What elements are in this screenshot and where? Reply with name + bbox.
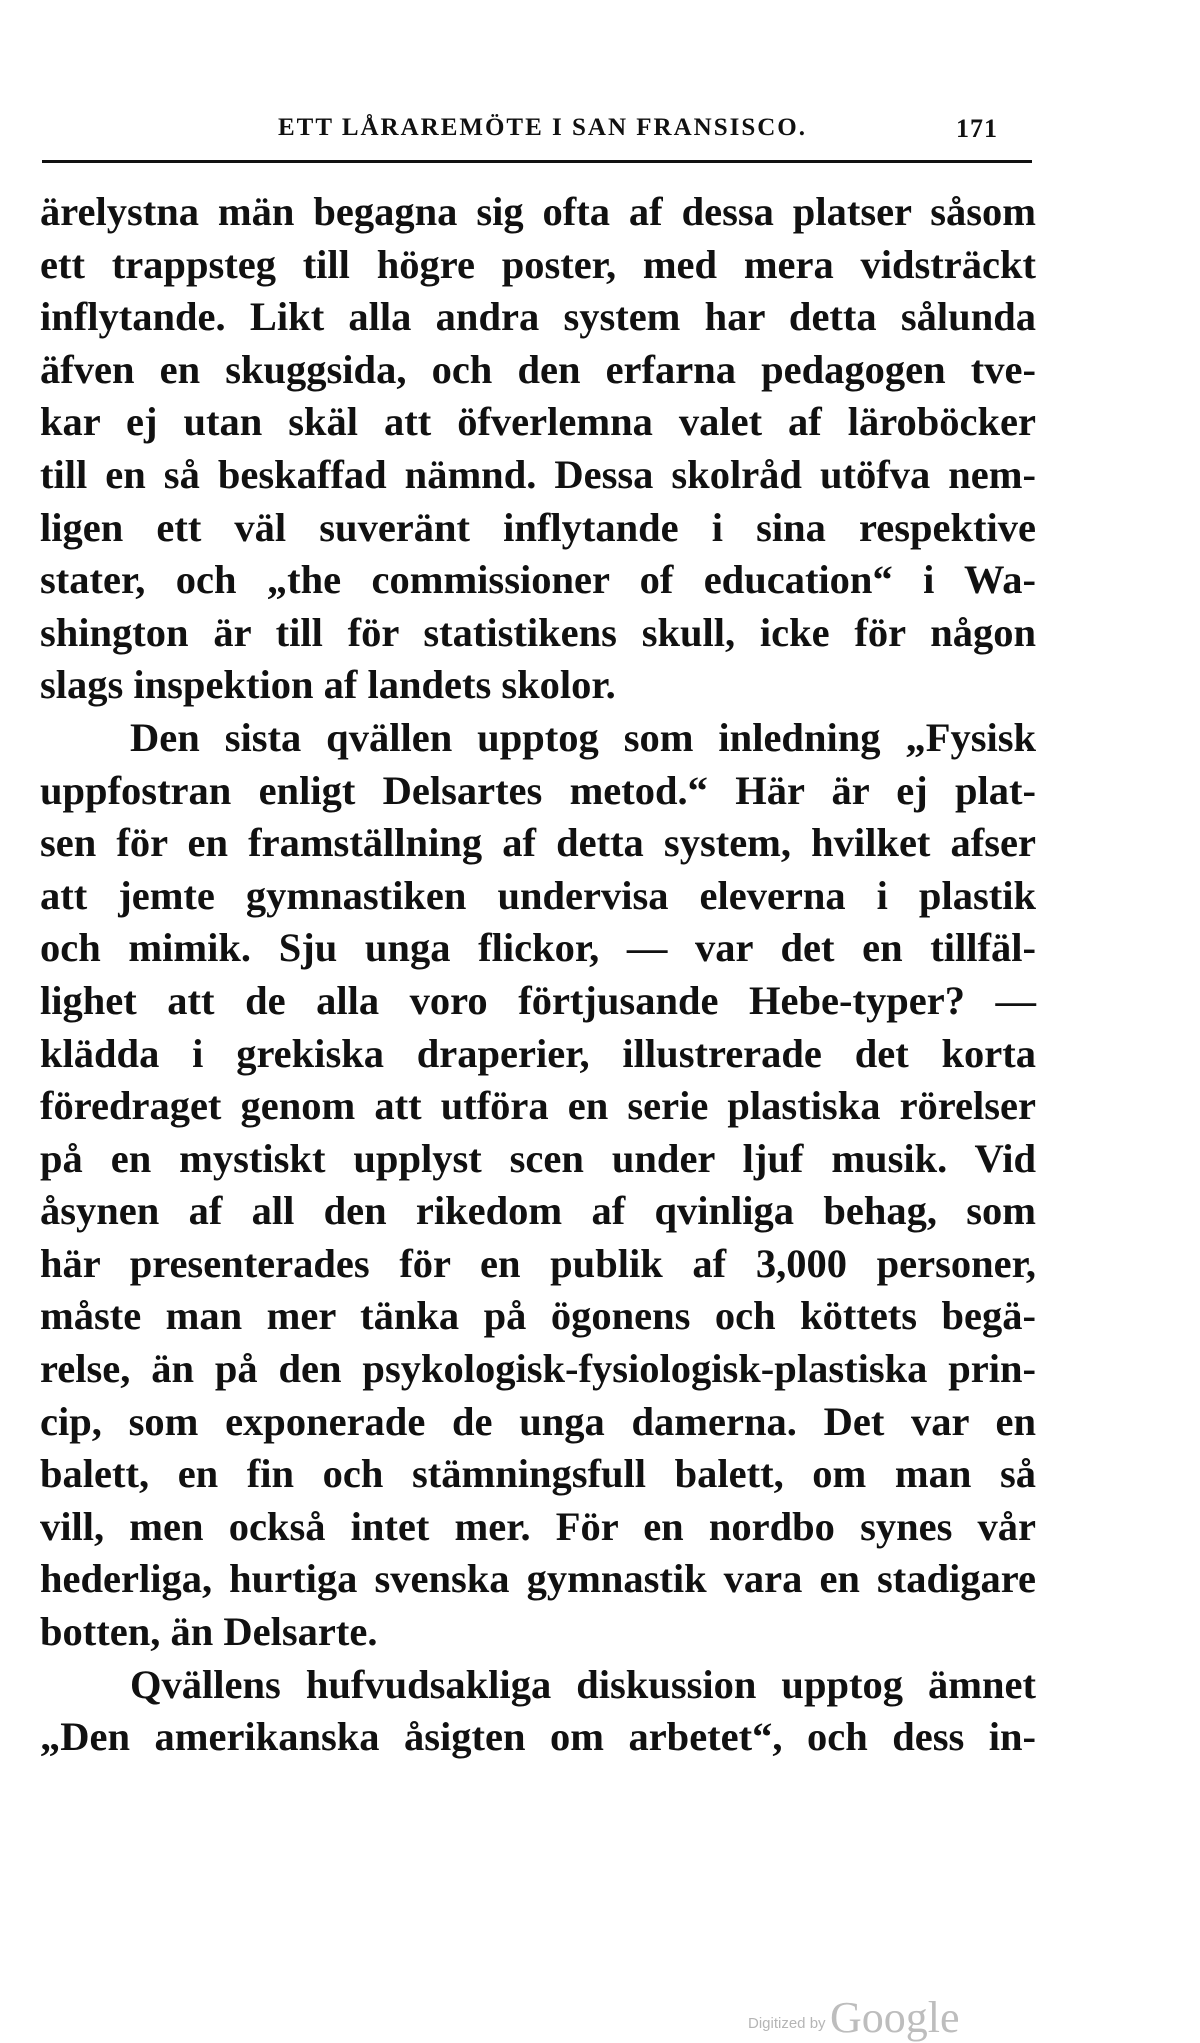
header-rule [42, 160, 1032, 163]
google-logo: Google [830, 1993, 960, 2042]
text-line: vill, men också intet mer. För en nordbo synes vår [40, 1503, 1036, 1549]
text-line: inflytande. Likt alla andra system har detta sålunda [40, 294, 1036, 340]
text-line: kar ej utan skäl att öfverlemna valet af läroböcker [40, 399, 1036, 445]
text-line: föredraget genom att utföra en serie plastiska rörelser [40, 1083, 1036, 1129]
paragraph-start-line: Den sista qvällen upptog som inledning „Fysisk [130, 714, 1036, 760]
text-line: hederliga, hurtiga svenska gymnastik vara en stadigare [40, 1556, 1036, 1602]
digitized-by-google-watermark [748, 1992, 960, 2043]
text-line: „Den amerikanska åsigten om arbetet“, och dess in- [40, 1714, 1036, 1760]
text-line: relse, än på den psykologisk-fysiologisk-plastiska prin- [40, 1346, 1036, 1392]
paragraph-start-line: Qvällens hufvudsakliga diskussion upptog ämnet [130, 1661, 1036, 1707]
text-line: sen för en framställning af detta system, hvilket afser [40, 820, 1036, 866]
text-line: stater, och „the commissioner of education“ i Wa- [40, 557, 1036, 603]
text-line: shington är till för statistikens skull, icke för någon [40, 609, 1036, 655]
paragraph-end-line: botten, än Delsarte. [40, 1609, 378, 1655]
text-line: till en så beskaffad nämnd. Dessa skolråd utöfva nem- [40, 451, 1036, 497]
text-line: balett, en fin och stämningsfull balett, om man så [40, 1451, 1036, 1497]
text-line: ärelystna män begagna sig ofta af dessa platser såsom [40, 189, 1036, 234]
text-line: åsynen af all den rikedom af qvinliga behag, som [40, 1188, 1036, 1234]
text-line: att jemte gymnastiken undervisa eleverna i plastik [40, 872, 1036, 918]
text-line: här presenterades för en publik af 3,000 personer, [40, 1240, 1036, 1286]
running-title: ETT LÅRAREMÖTE I SAN FRANSISCO. [278, 114, 807, 141]
watermark-prefix: Digitized by [748, 2015, 826, 2032]
text-line: på en mystiskt upplyst scen under ljuf musik. Vid [40, 1135, 1036, 1181]
text-line: klädda i grekiska draperier, illustrerade det korta [40, 1030, 1036, 1076]
text-line: ett trappsteg till högre poster, med mera vidsträckt [40, 241, 1036, 287]
text-line: måste man mer tänka på ögonens och köttets begä- [40, 1293, 1036, 1339]
body-text [40, 186, 1036, 1764]
text-line: uppfostran enligt Delsartes metod.“ Här är ej plat- [40, 767, 1036, 813]
text-line: lighet att de alla voro förtjusande Hebe-typer? — [40, 977, 1036, 1023]
text-line: cip, som exponerade de unga damerna. Det var en [40, 1398, 1036, 1444]
paragraph-end-line: slags inspektion af landets skolor. [40, 662, 616, 708]
page-number: 171 [956, 114, 998, 143]
text-line: ligen ett väl suveränt inflytande i sina respektive [40, 504, 1036, 550]
text-line: och mimik. Sju unga flickor, — var det en tillfäl- [40, 925, 1036, 971]
text-line: äfven en skuggsida, och den erfarna pedagogen tve- [40, 346, 1036, 392]
